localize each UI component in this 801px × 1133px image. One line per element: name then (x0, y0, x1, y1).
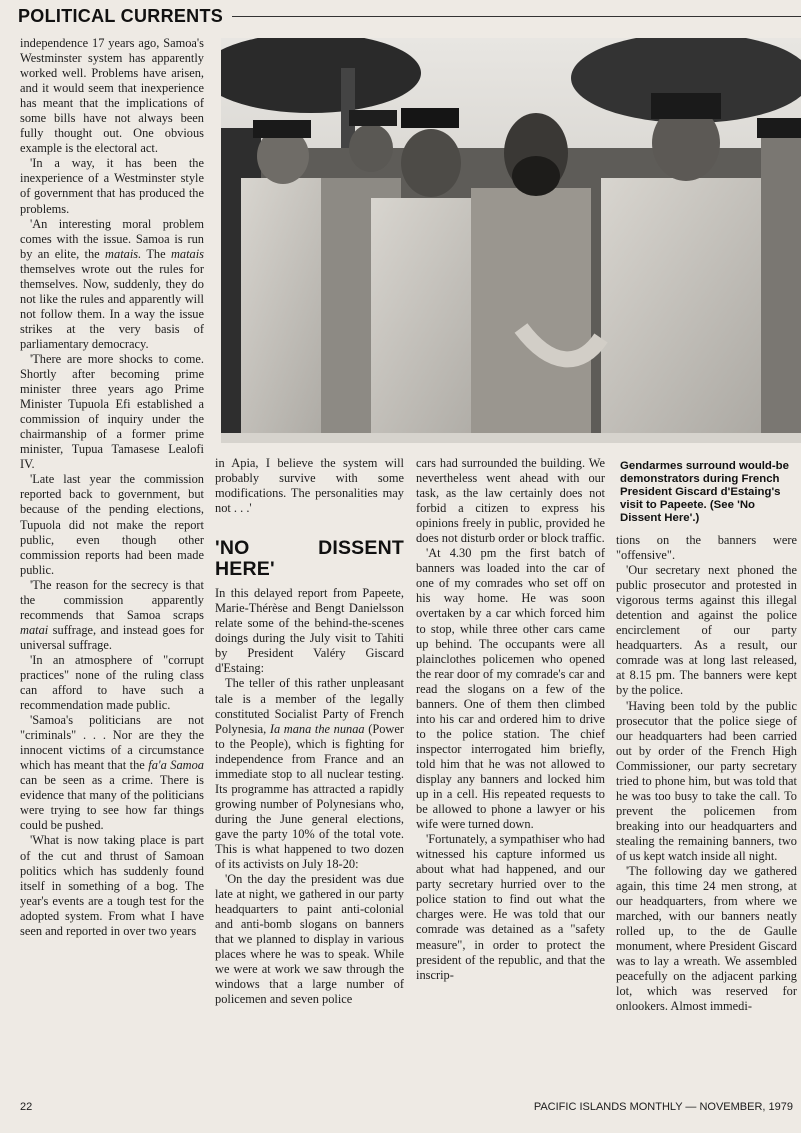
paragraph: 'On the day the president was due late at night, we gathered in our party headquarters to paint anti-colonial and anti-bomb slogans on banners that we planned to display in various places where he was to speak. While we were at work we saw through the windows that a large number of policemen and seven police (215, 872, 404, 1007)
photo-caption: Gendarmes surround would-be demonstrators during French President Giscard d'Estaing's visit to Papeete. (See 'No Dissent Here'.) (620, 460, 789, 524)
news-photo (221, 38, 801, 443)
magazine-footer: PACIFIC ISLANDS MONTHLY — NOVEMBER, 1979 (533, 1101, 793, 1113)
article-column-2 (215, 456, 404, 1083)
paragraph: 'What is now taking place is part of the cut and thrust of Samoan politics which has suddenly found itself in something of a bog. The year's events are a tough test for the adopted system. From what I have seen and reported in over two years (20, 833, 204, 938)
paragraph: tions on the banners were "offensive". (616, 533, 797, 563)
paragraph: in Apia, I believe the system will probably survive with some modifications. The personalities may not . . .' (215, 456, 404, 516)
paragraph: In this delayed report from Papeete, Marie-Thérèse and Bengt Danielsson relate some of the behind-the-scenes doings during the July visit to Tahiti by President Valéry Giscard d'Estaing: (215, 586, 404, 676)
header-rule (232, 16, 801, 17)
paragraph: cars had surrounded the building. We nevertheless went ahead with our task, as the law certainly does not forbid a citizen to express his opinions freely in public, provided he does not disturb order or block traffic. (416, 456, 605, 546)
paragraph: 'The reason for the secrecy is that the commission apparently recommends that Samoa scraps matai suffrage, and instead goes for universal suffrage. (20, 577, 204, 652)
paragraph: 'Samoa's politicians are not "criminals" . . . Nor are they the innocent victims of a circumstance which has meant that the fa'a Samoa can be seen as a crime. There is evidence that many of the politicians were trying to see how far things could be pushed. (20, 713, 204, 833)
article-column-1 (20, 36, 204, 1084)
paragraph: 'An interesting moral problem comes with the issue. Samoa is run by an elite, the matais. The matais themselves wrote out the rules for themselves. Now, suddenly, they do not like the rules and apparently will not follow them. In a way the issue strikes at the very basis of parliamentary democracy. (20, 216, 204, 351)
page-number: 22 (20, 1101, 33, 1113)
paragraph: independence 17 years ago, Samoa's Westminster system has apparently worked well. Problems have arisen, and it would seem that inexperience has meant that the implications of some bills have not always been fully thought out. One obvious example is the electoral act. (20, 36, 204, 156)
paragraph: 'In an atmosphere of "corrupt practices" none of the ruling class can afford to have such a recommendation made public. (20, 652, 204, 713)
paragraph: 'Fortunately, a sympathiser who had witnessed his capture informed us about what had happened, and our party secretary hurried over to the police station to find out what the charges were. He was told that our comrade was detained as a "safety measure", in order to protect the president of the republic, and that the inscrip- (416, 832, 605, 982)
paragraph: 'There are more shocks to come. Shortly after becoming prime minister three years ago Prime Minister Tupuola Efi established a commission of inquiry under the chairmanship of a former prime minister, Tupua Tamasese Lealofi IV. (20, 351, 204, 472)
paragraph: 'At 4.30 pm the first batch of banners was loaded into the car of one of my comrades who set off on his way home. He was soon overtaken by a car which forced him to stop, while three other cars came up behind. The occupants were all plainclothes policemen who opened the rear door of my comrade's car and read the slogans on a few of the banners. One of them then climbed into his car and ordered him to drive to the police station. The chief inspector interrogated him briefly, told him that he was not allowed to display any banners and locked him up in a cell. His repeated requests to be allowed to phone a lawyer or his wife were turned down. (416, 546, 605, 832)
paragraph: 'Having been told by the public prosecutor that the police siege of our headquarters had been carried out by order of the French High Commissioner, our party secretary tried to phone him, but was told that he was too busy to take the call. To prevent the policemen from breaking into our headquarters and stealing the remaining banners, two of us kept watch inside all night. (616, 698, 797, 863)
paragraph: 'In a way, it has been the inexperience of a Westminster style of government that has produced the problems. (20, 156, 204, 216)
paragraph: 'Late last year the commission reported back to government, but because of the pending elections, Tupuola did not make the report public, even though other commission reports had been made public. (20, 472, 204, 577)
page-header (18, 4, 801, 30)
section-title: POLITICAL CURRENTS (18, 6, 224, 26)
paragraph: 'Our secretary next phoned the public prosecutor and protested in vigorous terms against this illegal detention and against the police encirclement of our party headquarters. As a result, our comrade was at long last released, at 8.15 pm. The banners were kept by the police. (616, 563, 797, 698)
paragraph: The teller of this rather unpleasant tale is a member of the legally constituted Socialist Party of French Polynesia, Ia mana the nunaa (Power to the People), which is fighting for independence from France and an immediate stop to all nuclear testing. Its programme has attracted a rapidly growing number of Polynesians who, during the June general elections, gave the party 10% of the total vote. This is what happened to two dozen of its activists on July 18-20: (215, 676, 404, 872)
article-column-3 (416, 456, 605, 1083)
article-column-4 (616, 533, 797, 1085)
photo-gendarmes-crowd (221, 38, 801, 443)
section-subheading: 'NO DISSENT HERE' (215, 537, 404, 581)
paragraph: 'The following day we gathered again, this time 24 men strong, at our headquarters, from where we marched, with our banners neatly rolled up, to the de Gaulle monument, where President Giscard was to lay a wreath. We assembled peacefully on the adjacent parking lot, which was reserved for onlookers. Almost immedi- (616, 864, 797, 1014)
